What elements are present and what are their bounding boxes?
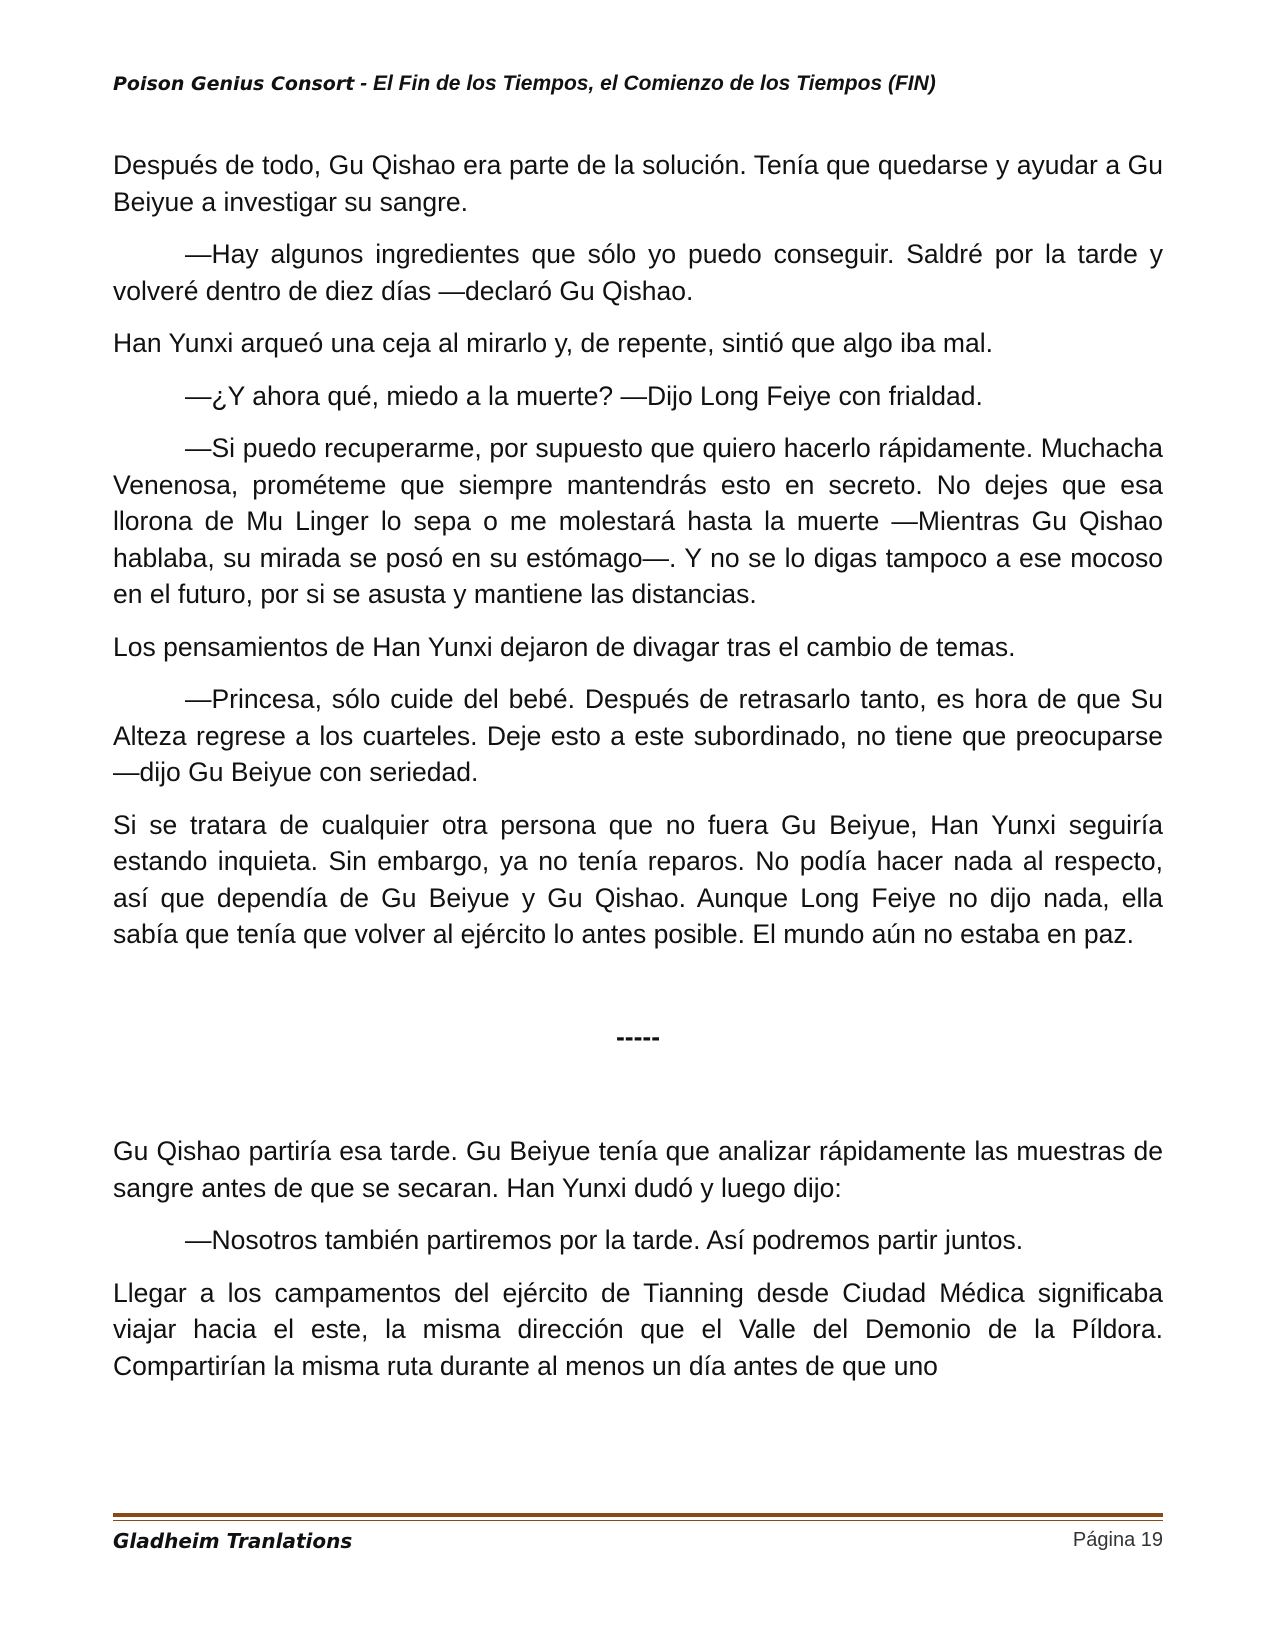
dialogue-paragraph: —¿Y ahora qué, miedo a la muerte? —Dijo Long Feiye con frialdad.	[185, 380, 983, 411]
footer-rule	[113, 1513, 1163, 1517]
paragraph: Después de todo, Gu Qishao era parte de la solución. Tenía que quedarse y ayudar a Gu Beiyue a investigar su sangre.	[113, 150, 1163, 217]
dialogue-paragraph: —Hay algunos ingredientes que sólo yo puedo conseguir. Saldré por la tarde y volveré dentro de diez días —declaró Gu Qishao.	[113, 239, 1163, 306]
chapter-title: El Fin de los Tiempos, el Comienzo de los Tiempos (FIN)	[372, 72, 936, 95]
footer-publisher: Gladheim Tranlations	[113, 1529, 353, 1553]
paragraph: Gu Qishao partiría esa tarde. Gu Beiyue tenía que analizar rápidamente las muestras de sangre antes de que se secaran. Han Yunxi dudó y luego dijo:	[113, 1136, 1163, 1203]
dialogue-paragraph: —Princesa, sólo cuide del bebé. Después de retrasarlo tanto, es hora de que Su Alteza regrese a los cuarteles. Deje esto a este subordinado, no tiene que preocuparse —dijo Gu Beiyue con seriedad.	[113, 684, 1163, 787]
page-header	[113, 72, 936, 96]
paragraph: Si se tratara de cualquier otra persona que no fuera Gu Beiyue, Han Yunxi seguiría estando inquieta. Sin embargo, ya no tenía reparos. No podía hacer nada al respecto, así que dependía de Gu Beiyue y Gu Qishao. Aunque Long Feiye no dijo nada, ella sabía que tenía que volver al ejército lo antes posible. El mundo aún no estaba en paz.	[113, 809, 1163, 949]
dialogue-paragraph: —Nosotros también partiremos por la tarde. Así podremos partir juntos.	[185, 1225, 1024, 1255]
paragraph: Han Yunxi arqueó una ceja al mirarlo y, de repente, sintió que algo iba mal.	[113, 328, 993, 358]
footer-rule-thin	[113, 1520, 1163, 1521]
page-number: Página 19	[1072, 1529, 1163, 1551]
scene-separator: -----	[615, 1021, 661, 1052]
header-separator: -	[354, 72, 373, 95]
book-title: Poison Genius Consort	[113, 73, 355, 95]
paragraph: Los pensamientos de Han Yunxi dejaron de divagar tras el cambio de temas.	[113, 631, 1016, 662]
paragraph: Llegar a los campamentos del ejército de Tianning desde Ciudad Médica significaba viajar hacia el este, la misma dirección que el Valle del Demonio de la Píldora. Compartirían la misma ruta durante al menos un día antes de que uno	[113, 1277, 1163, 1381]
document-body	[113, 147, 1163, 1400]
dialogue-paragraph: —Si puedo recuperarme, por supuesto que quiero hacerlo rápidamente. Muchacha Venenosa, prométeme que siempre mantendrás esto en secreto. No dejes que esa llorona de Mu Linger lo sepa o me molestará hasta la muerte —Mientras Gu Qishao hablaba, su mirada se posó en su estómago—. Y no se lo digas tampoco a ese mocoso en el futuro, por si se asusta y mantiene las distancias.	[113, 433, 1163, 609]
